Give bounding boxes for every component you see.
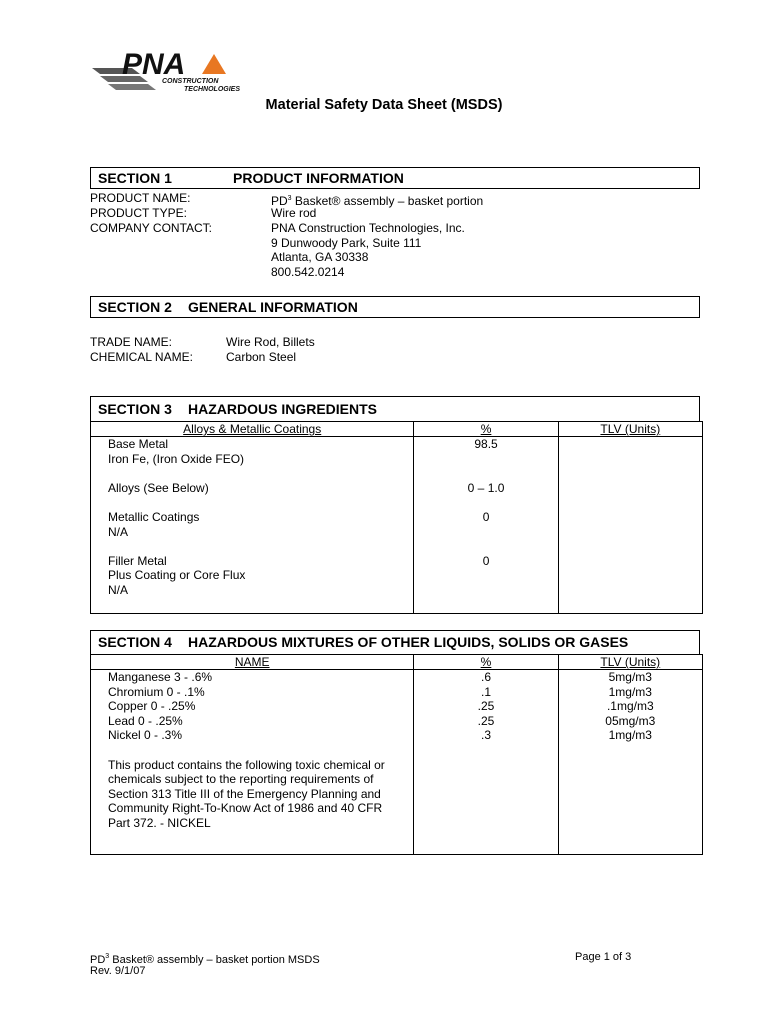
section-3-header (90, 396, 700, 422)
note-line: Community Right-To-Know Act of 1986 and 40 CFR (108, 801, 383, 816)
hazardous-mixtures-table (90, 654, 703, 855)
list-item: 98.5 (474, 437, 498, 451)
logo-text: PNA (122, 48, 186, 81)
list-item: 0 – 1.0 (467, 480, 505, 495)
label-chemical-name: CHEMICAL NAME: (90, 350, 193, 364)
mixtures-tlv-list (558, 670, 702, 855)
spacer (108, 743, 413, 758)
table-row (91, 670, 703, 855)
section-2-header (90, 296, 700, 318)
section-2-number: SECTION 2 (98, 299, 172, 315)
label-trade-name: TRADE NAME: (90, 335, 173, 349)
section-3-title: HAZARDOUS INGREDIENTS (188, 401, 378, 417)
list-item: Manganese 3 - .6% (108, 670, 213, 684)
list-item: 1mg/m3 (608, 728, 652, 743)
product-name-suffix: Basket® assembly – basket portion (291, 194, 484, 208)
list-item: .6 (481, 670, 492, 684)
list-item: 1mg/m3 (608, 684, 652, 699)
pna-logo-graphic (90, 46, 250, 94)
footer-revision: Rev. 9/1/07 (90, 965, 146, 977)
contact-line-4: 800.542.0214 (271, 265, 345, 279)
column-header-tlv: TLV (Units) (558, 422, 702, 437)
document-title: Material Safety Data Sheet (MSDS) (265, 97, 503, 113)
list-item: Nickel 0 - .3% (108, 728, 183, 743)
table-row (91, 437, 703, 614)
list-item: .1 (481, 684, 492, 699)
list-item: 0 (482, 509, 490, 524)
list-item: 5mg/m3 (608, 670, 652, 684)
footer-page-number: Page 1 of 3 (575, 951, 632, 963)
column-header-percent: % (414, 422, 558, 437)
list-item (414, 452, 557, 467)
list-item: Base Metal (108, 437, 169, 451)
column-header-name: NAME (91, 655, 414, 670)
list-item: Iron Fe, (Iron Oxide FEO) (108, 451, 245, 466)
contact-line-1: PNA Construction Technologies, Inc. (271, 221, 465, 235)
section-1-header (90, 167, 700, 189)
contact-line-2: 9 Dunwoody Park, Suite 111 (271, 236, 422, 250)
list-item: Chromium 0 - .1% (108, 684, 205, 699)
list-item: Plus Coating or Core Flux (108, 568, 246, 583)
list-item: N/A (108, 524, 129, 539)
ingredients-list (91, 437, 414, 614)
logo-subtext-1: CONSTRUCTION (162, 78, 219, 85)
list-item (414, 525, 557, 540)
list-item: .25 (477, 699, 495, 714)
footer-prefix: PD (90, 954, 106, 966)
section-4-number: SECTION 4 (98, 634, 172, 650)
list-item (108, 539, 413, 554)
logo-subtext-2: TECHNOLOGIES (184, 86, 241, 93)
pna-logo (90, 46, 250, 94)
list-item: N/A (108, 582, 129, 597)
value-trade-name: Wire Rod, Billets (226, 335, 315, 349)
footer-suffix: Basket® assembly – basket portion MSDS (109, 954, 320, 966)
ingredients-tlv-list (558, 437, 702, 614)
label-product-type: PRODUCT TYPE: (90, 206, 187, 220)
section-1-number: SECTION 1 (98, 170, 172, 186)
list-item: 0 (482, 553, 490, 568)
list-item: Copper 0 - .25% (108, 699, 196, 714)
note-line: This product contains the following toxic chemical or (108, 757, 385, 772)
list-item (108, 466, 413, 481)
product-name-superscript: 3 (287, 195, 292, 202)
list-item: Lead 0 - .25% (108, 713, 183, 728)
label-company-contact: COMPANY CONTACT: (90, 221, 213, 235)
list-item: .1mg/m3 (606, 699, 654, 714)
section-1-title: PRODUCT INFORMATION (233, 170, 404, 186)
footer-superscript: 3 (105, 953, 110, 960)
mixtures-percent-list (414, 670, 558, 855)
label-product-name: PRODUCT NAME: (90, 191, 191, 205)
ingredients-percent-list (414, 437, 558, 614)
section-3-number: SECTION 3 (98, 401, 172, 417)
list-item (414, 466, 557, 481)
table-header-row (91, 422, 703, 437)
note-line: chemicals subject to the reporting requirements of (108, 772, 374, 787)
note-line: Part 372. - NICKEL (108, 815, 211, 830)
table-header-row (91, 655, 703, 670)
value-chemical-name: Carbon Steel (226, 350, 297, 364)
column-header-alloys: Alloys & Metallic Coatings (91, 422, 414, 437)
list-item: .3 (481, 728, 492, 743)
product-name-prefix: PD (271, 194, 288, 208)
list-item: Alloys (See Below) (108, 480, 209, 495)
list-item: Metallic Coatings (108, 509, 200, 524)
column-header-tlv: TLV (Units) (558, 655, 702, 670)
hazardous-ingredients-table (90, 421, 703, 614)
list-item (108, 495, 413, 510)
note-line: Section 313 Title III of the Emergency Planning and (108, 786, 381, 801)
list-item: .25 (477, 713, 495, 728)
list-item (414, 539, 557, 554)
list-item: Filler Metal (108, 553, 167, 568)
section-4-title: HAZARDOUS MIXTURES OF OTHER LIQUIDS, SOLIDS OR GASES (188, 634, 629, 650)
section-4-header (90, 630, 700, 655)
mixtures-name-list (91, 670, 414, 855)
contact-line-3: Atlanta, GA 30338 (271, 250, 369, 264)
value-product-type: Wire rod (271, 206, 317, 220)
list-item (414, 495, 557, 510)
column-header-percent: % (414, 655, 558, 670)
list-item: 05mg/m3 (605, 713, 656, 728)
section-2-title: GENERAL INFORMATION (188, 299, 358, 315)
